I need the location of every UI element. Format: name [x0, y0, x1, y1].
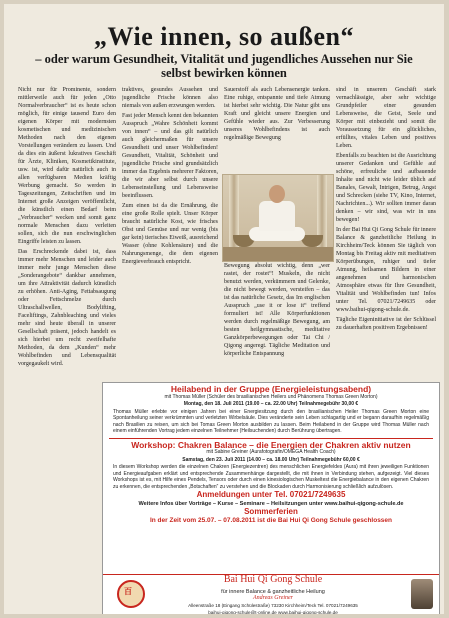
address-line: Alleenstraße 18 (Eingang Schülestraße) 73230 Kirchheim/Teck Tel. 07021/7249635 — [188, 603, 358, 608]
more-info-link[interactable]: Weitere Infos über Vorträge – Kurse – Seminare – Heilsitzungen unter www.baihui-qigong-schule.de — [138, 500, 404, 507]
school-name: Bai Hui Qi Gong Schule — [223, 574, 323, 585]
meditation-photo — [222, 174, 334, 262]
advertisement-box — [102, 382, 440, 614]
school-logo-icon: 百 — [117, 580, 145, 608]
registration-phone: Anmeldungen unter Tel. 07021/7249635 — [196, 490, 346, 499]
event1-date: Montag, den 18. Juli 2011 (19.00 – ca. 22.00 Uhr) Teilnahmegebühr 30,00 € — [183, 401, 359, 407]
divider — [109, 438, 433, 439]
school-tagline: für innere Balance & ganzheitliche Heilung — [221, 589, 325, 595]
event2-host: mit Sabine Greiner (Aurafotografin/OMEGA Health Coach) — [206, 449, 336, 455]
event2-date: Samstag, den 23. Juli 2011 (14.00 – ca. 18.00 Uhr) Teilnahmegebühr 60,00 € — [182, 456, 360, 463]
article-paragraph: traktives, gesundes Aussehen und jugendliche Frische können also niemals von außen erzwungen werden. — [122, 87, 218, 109]
event1-title: Heilabend in der Gruppe (Energieleistungsabend) — [170, 384, 372, 394]
article-paragraph: Fast jeder Mensch kennt den bekannten Ausspruch „Wahre Schönheit kommt von innen“ – und das gilt natürlich auch gleichermaßen für unsere Gesundheit und unser Wohlbefinden! Gesundheit, Vitalität, Schönheit und jugendliche Frische sind grundsätzlich immer das Ergebnis mehrerer Faktoren, die wir aber selbst durch unsere Lebenseinstellung und Lebensweise beeinflussen. — [122, 113, 218, 199]
article-paragraph: sind in unserem Geschäft stark vernachlässigte, aber sehr wichtige Grundpfeiler einer gesunden Lebensweise, die Geist, Seele und Körper mit einbezieht und somit die Voraussetzung für ein glückliches, erfülltes, vitales Leben und positives Leben. — [336, 87, 436, 149]
article-paragraph: Tägliche Eigeninitiative ist der Schlüssel zu dauerhaften positiven Ergebnissen! — [336, 317, 436, 331]
article-paragraph: In der Bai Hui Qi Gong Schule für innere Balance & ganzheitliche Heilung in Kirchheim/Teck können Sie täglich von Montag bis Freitag aktiv mit meditativen Körperübungen, ruhiger und tiefer Atmung, heilsamen Bildern in einer angenehmen und harmonischen Atmosphäre etwas für Ihre Gesundheit, Vitalität und Wohlbefinden tun! Infos unter Tel. 07021/7249635 oder www.baihui-qigong-schule.de. — [336, 227, 436, 313]
school-footer — [103, 574, 439, 614]
article-column-2 — [122, 86, 218, 376]
signature: Andreas Greiner — [252, 595, 294, 601]
event1-host: mit Thomas Müller (Schüler des brasilianischen Heilers und Phänomens Thomas Green Morton) — [164, 393, 378, 400]
article-paragraph: Bewegung absolut wichtig, denn „wer rastet, der rostet“! Muskeln, die nicht benutzt werden, verkümmern und Gelenke, die nicht bewegt werden, versteifen – das ist das natürliche Gesetz, das Im englischen Ausspruch „use it or lose it“ treffend formuliert ist! Alle Körperfunktionen werden durch regelmäßige Bewegung, am besten heilgymnastische, meditative Ganzkörperbewegungen oder Tai Chi / Qigong angeregt. Tägliche Meditation und körperliche Entspannung — [224, 263, 330, 357]
contact-line[interactable]: baihui-qigong-schule@t-online.de www.baihui-qigong-schule.de — [208, 609, 338, 614]
article-column-3 — [224, 86, 330, 176]
school-address — [133, 603, 413, 614]
article-paragraph: Ebenfalls zu beachten ist die Ausrichtung unserer Gedanken und Gefühle auf schöne, erfreuliche und aufbauende Inhalte und nicht wie leider üblich auf Banales, Gewalt, Intrigen, Betrug, Angst und Schrecken (siehe TV, Kino, Internet, Nachrichten...). Wir sollten immer daran denken – wir sind, was wir in uns bewegen! — [336, 153, 436, 223]
article-column-4 — [336, 86, 436, 376]
article-paragraph: Zum einen ist da die Ernährung, die eine große Rolle spielt. Unser Körper braucht natürliche Kost, wie frisches Obst und Gemüse und nur wenig (bis gar kein) tierisches Eiweiß, ausreichend Wasser (ohne Kohlensäure) und die Nahrungsmenge, die dem eigenen Energieverbrauch entspricht. — [122, 203, 218, 265]
event1-text: Thomas Müller erlebte vor einigen Jahren bei einer Energiesitzung durch den brasilianischen Heiler Thomas Green Morton eine Spontanheilung seiner verkrümmten und verletzten Wirbelsäule. Dies veränderte sein Leben schlagartig und er begann daraufhin regelmäßig nach Brasilien zu reisen, um sich bei Tomas Green Morton ausbilden zu lassen. Beim Heilabend in der Gruppe wird Thomas Müller nach einem einführenden Vortrag jedem einzelnen Teilnehmer (Heilsuchenden) durch Berührung übertragen. — [113, 408, 429, 434]
article-title: „Wie innen, so außen“ — [94, 22, 354, 51]
holiday-title: Sommerferien — [244, 507, 298, 516]
newspaper-page — [4, 4, 444, 614]
holiday-text: In der Zeit vom 25.07. – 07.08.2011 ist die Bai Hui Qi Gong Schule geschlossen — [149, 516, 393, 524]
article-paragraph: Nicht nur für Prominente, sondern mittlerweile auch für jeden „Otto Normalverbraucher“ ist es heute schon möglich, für einige tausend Euro den eigenen Körper mit modernsten kosmetischen und medizinischen Methoden nach den eigenen Vorstellungen verändern zu lassen. Und da dies ein äußerst lukratives Geschäft für Ärzte, Kliniken, Kosmetikinstitute, usw. ist, wird dafür natürlich auch in allen verfügbaren Medien kräftig Werbung gemacht. So werden in Tageszeitungen, Zeitschriften und im Internet große Anzeigen veröffentlicht, die künstlich einen Bedarf beim „Verbraucher“ wecken und somit ganz normale Menschen dazu verleiten sollen, sich die nun erschwinglichen Eingriffe leisten zu lassen. — [18, 87, 116, 245]
article-subtitle: – oder warum Gesundheit, Vitalität und jugendliches Aussehen nur Sie selbst bewirken können — [35, 52, 413, 80]
article-column-3-continued — [224, 262, 330, 382]
portrait-photo — [411, 579, 433, 609]
article-paragraph: Sauerstoff als auch Lebensenergie tanken. Eine ruhige, entspannte und tiefe Atmung ist hierbei sehr wichtig. Die Natur gibt uns Kraft und gleicht unsere Energien und Gefühle wieder aus. Zur Verbesserung unseres Wohlbefindens ist auch regelmäßige Bewegung — [224, 87, 330, 141]
article-paragraph: Das Erschreckende dabei ist, dass immer mehr Menschen und leider auch immer mehr junge Menschen diese „Sonderangebote“ dankbar annehmen, um ihre Attraktivität dadurch künstlich zu erhöhen. Anti-Aging, Fettabsaugung oder Fettschmelze durch Ultraschallwellen, Bodylifting, Faceliftings, Zahnbleaching und vieles mehr sind heute überall in unserer Gesellschaft präsent, jedoch handelt es sich hierbei um recht zweifelhafte Methoden, da dem „Kunden“ mehr Wohlbefinden und Lebensqualität vorgegaukelt wird. — [18, 249, 116, 367]
event2-text: In diesem Workshop werden die einzelnen Chakren (Energiezentren) des menschlichen Energiefeldes (Aura) mit ihren jeweiligen Funktionen und Energieaufgaben erklärt und entsprechende Zusammenhänge dargestellt, die mit ihnen in Verbindung stehen, aufgezeigt. Viel dieses Workshops ist es, mit Hilfe eines Pendels, Tensors oder durch einen kinesiologischen Muskeltest die Energiebalance in den eigenen Chakren zu erkennen, die entsprechenden „Botschaften“ zu verstehen und die Blockaden durch Harmonisierung schließlich aufzulösen. — [113, 464, 429, 490]
event2-title: Workshop: Chakren Balance – die Energien der Chakren aktiv nutzen — [131, 439, 411, 450]
